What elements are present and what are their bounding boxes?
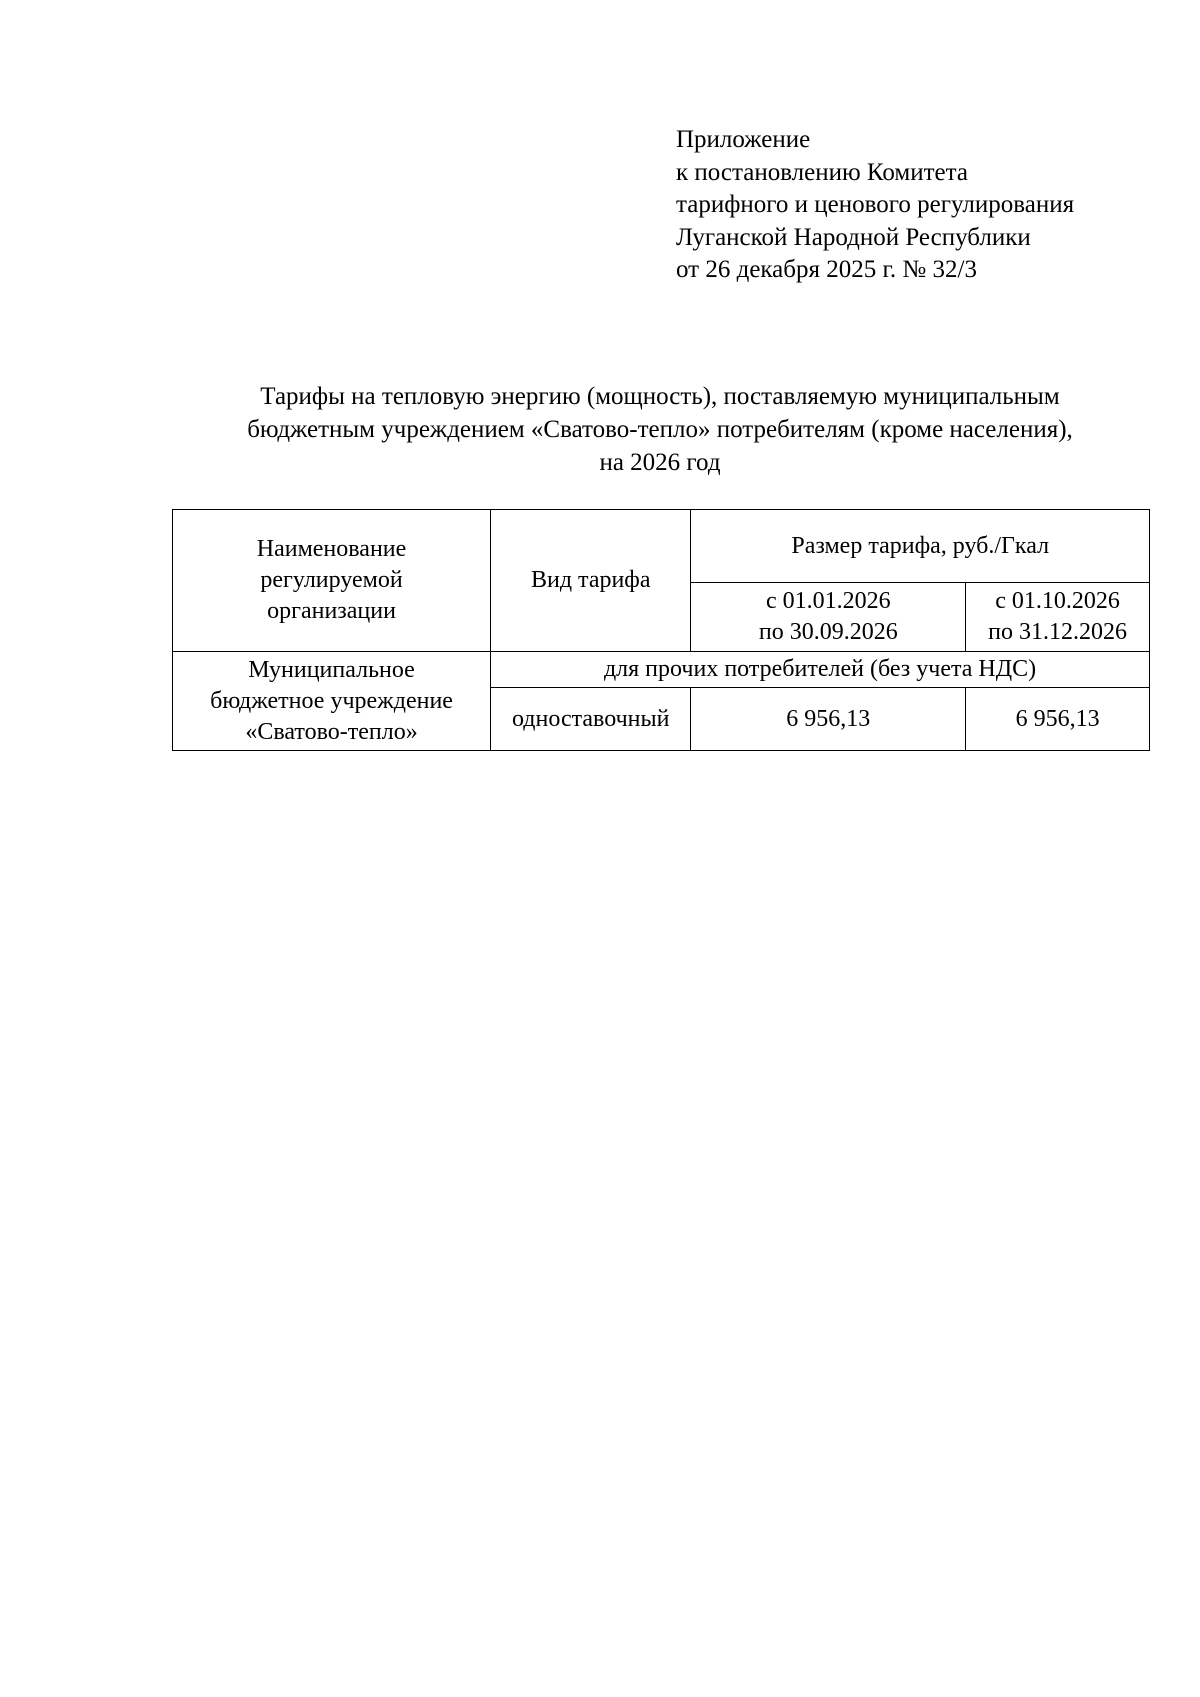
header-period-1-line: по 30.09.2026 <box>758 619 898 645</box>
appendix-line: Приложение <box>676 126 811 153</box>
header-org-name-line: организации <box>267 598 396 624</box>
tariff-table <box>172 509 1150 751</box>
header-period-1 <box>691 583 966 652</box>
org-name-line: Муниципальное <box>248 656 415 683</box>
header-period-1-line: с 01.01.2026 <box>765 588 891 614</box>
header-tariff-size: Размер тарифа, руб./Гкал <box>691 510 1150 583</box>
tariff-value-period-1: 6 956,13 <box>691 688 966 751</box>
header-period-2-line: по 31.12.2026 <box>988 619 1127 645</box>
table-row <box>173 652 1150 688</box>
appendix-line: к постановлению Комитета <box>676 158 968 186</box>
table-header-row <box>173 510 1150 583</box>
appendix-line: тарифного и ценового регулирования <box>676 191 1075 218</box>
header-org-name-line: регулируемой <box>260 567 403 593</box>
org-name-line: «Сватово-тепло» <box>245 718 418 745</box>
title-line: на 2026 год <box>599 449 721 476</box>
org-name-cell <box>173 652 491 751</box>
title-line: Тарифы на тепловую энергию (мощность), поставляемую муниципальным <box>260 383 1060 410</box>
appendix-line: Луганской Народной Республики <box>676 223 1031 251</box>
appendix-line: от 26 декабря 2025 г. № 32/3 <box>676 256 977 283</box>
header-tariff-kind: Вид тарифа <box>491 510 691 652</box>
consumer-group-cell: для прочих потребителей (без учета НДС) <box>491 652 1150 688</box>
title-line: бюджетным учреждением «Сватово-тепло» потребителям (кроме населения), <box>247 416 1073 443</box>
tariff-value-period-2: 6 956,13 <box>966 688 1150 751</box>
org-name-line: бюджетное учреждение <box>210 687 453 714</box>
header-period-2 <box>966 583 1150 652</box>
header-period-2-line: с 01.10.2026 <box>995 588 1120 614</box>
document-title <box>130 380 1190 479</box>
appendix-block <box>676 124 1074 287</box>
header-org-name <box>173 510 491 652</box>
tariff-kind-cell: одноставочный <box>491 688 691 751</box>
header-org-name-line: Наименование <box>256 536 407 562</box>
